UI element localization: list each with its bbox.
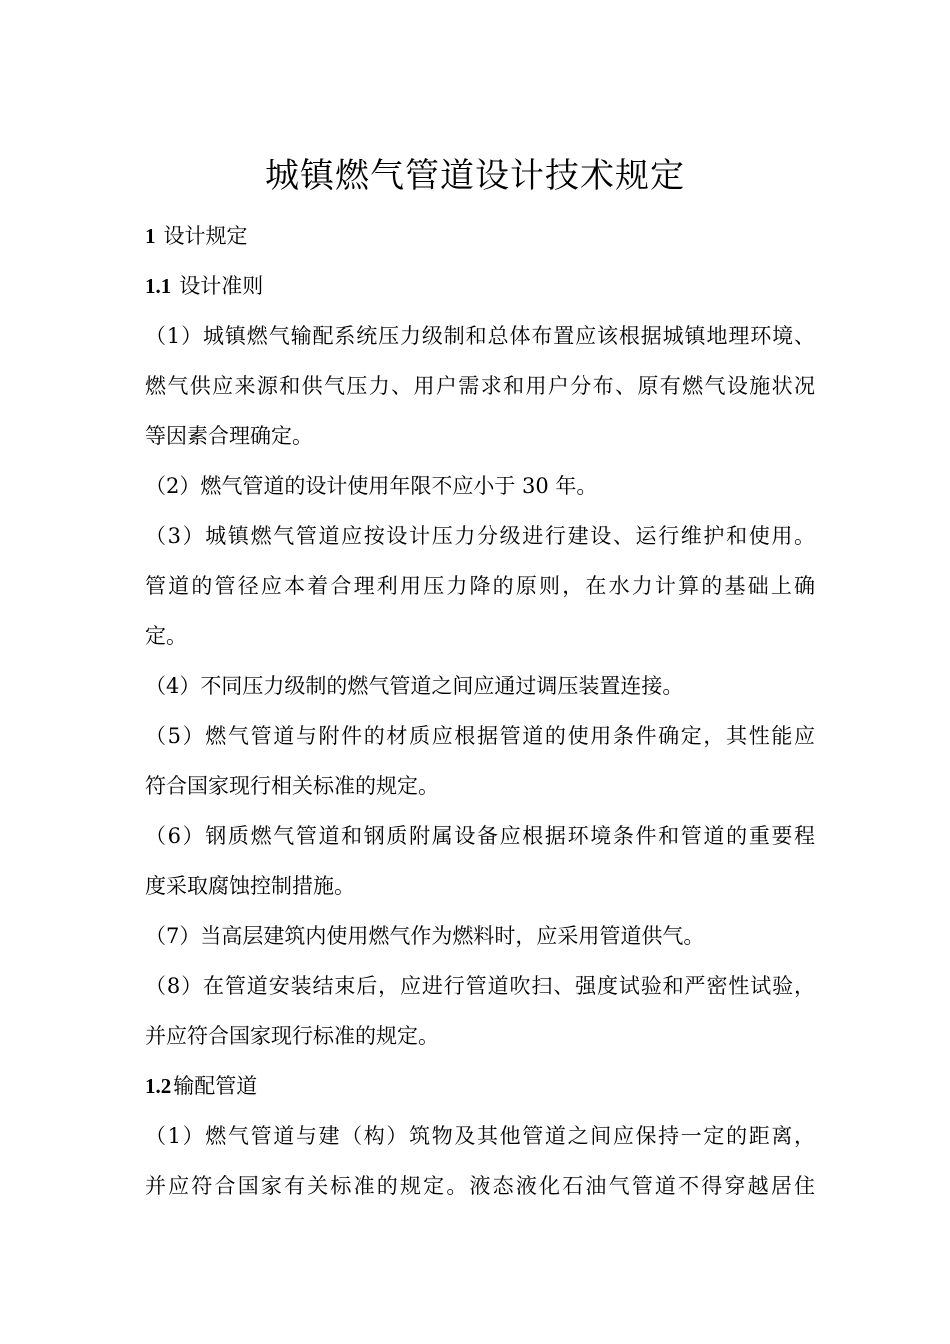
paragraph-line: （7）当高层建筑内使用燃气作为燃料时，应采用管道供气。 bbox=[145, 924, 705, 948]
paragraph-line: （6）钢质燃气管道和钢质附属设备应根据环境条件和管道的重要程 bbox=[145, 824, 815, 848]
paragraph-line: 符合国家现行相关标准的规定。 bbox=[145, 774, 439, 798]
paragraph-line: （8）在管道安装结束后，应进行管道吹扫、强度试验和严密性试验， bbox=[145, 974, 815, 998]
paragraph-line: （1）燃气管道与建（构）筑物及其他管道之间应保持一定的距离， bbox=[145, 1124, 815, 1148]
paragraph-line: 定。 bbox=[145, 624, 187, 648]
section-number: 1.1 bbox=[145, 274, 172, 298]
paragraph-line: 管道的管径应本着合理利用压力降的原则，在水力计算的基础上确 bbox=[145, 574, 815, 598]
section-number: 1.2 bbox=[145, 1074, 172, 1098]
section-title: 设计规定 bbox=[163, 224, 248, 248]
document-title: 城镇燃气管道设计技术规定 bbox=[265, 156, 685, 196]
section-heading-1 bbox=[145, 221, 815, 251]
paragraph-line: 度采取腐蚀控制措施。 bbox=[145, 874, 355, 898]
paragraph-line: （1）城镇燃气输配系统压力级制和总体布置应该根据城镇地理环境、 bbox=[145, 324, 815, 348]
paragraph-line: （2）燃气管道的设计使用年限不应小于 30 年。 bbox=[145, 474, 598, 498]
paragraph-line: 等因素合理确定。 bbox=[145, 424, 313, 448]
paragraph-line: 燃气供应来源和供气压力、用户需求和用户分布、原有燃气设施状况 bbox=[145, 374, 815, 398]
section-number: 1 bbox=[145, 224, 156, 248]
section-heading-1-1 bbox=[145, 271, 815, 301]
paragraph-line: 并应符合国家有关标准的规定。液态液化石油气管道不得穿越居住 bbox=[145, 1174, 815, 1198]
paragraph-line: （4）不同压力级制的燃气管道之间应通过调压装置连接。 bbox=[145, 674, 684, 698]
section-title: 输配管道 bbox=[173, 1074, 258, 1098]
paragraph-line: （5）燃气管道与附件的材质应根据管道的使用条件确定，其性能应 bbox=[145, 724, 815, 748]
paragraph-line: 并应符合国家现行标准的规定。 bbox=[145, 1024, 439, 1048]
section-title: 设计准则 bbox=[179, 274, 264, 298]
section-heading-1-2 bbox=[145, 1071, 815, 1101]
paragraph-line: （3）城镇燃气管道应按设计压力分级进行建设、运行维护和使用。 bbox=[145, 524, 815, 548]
